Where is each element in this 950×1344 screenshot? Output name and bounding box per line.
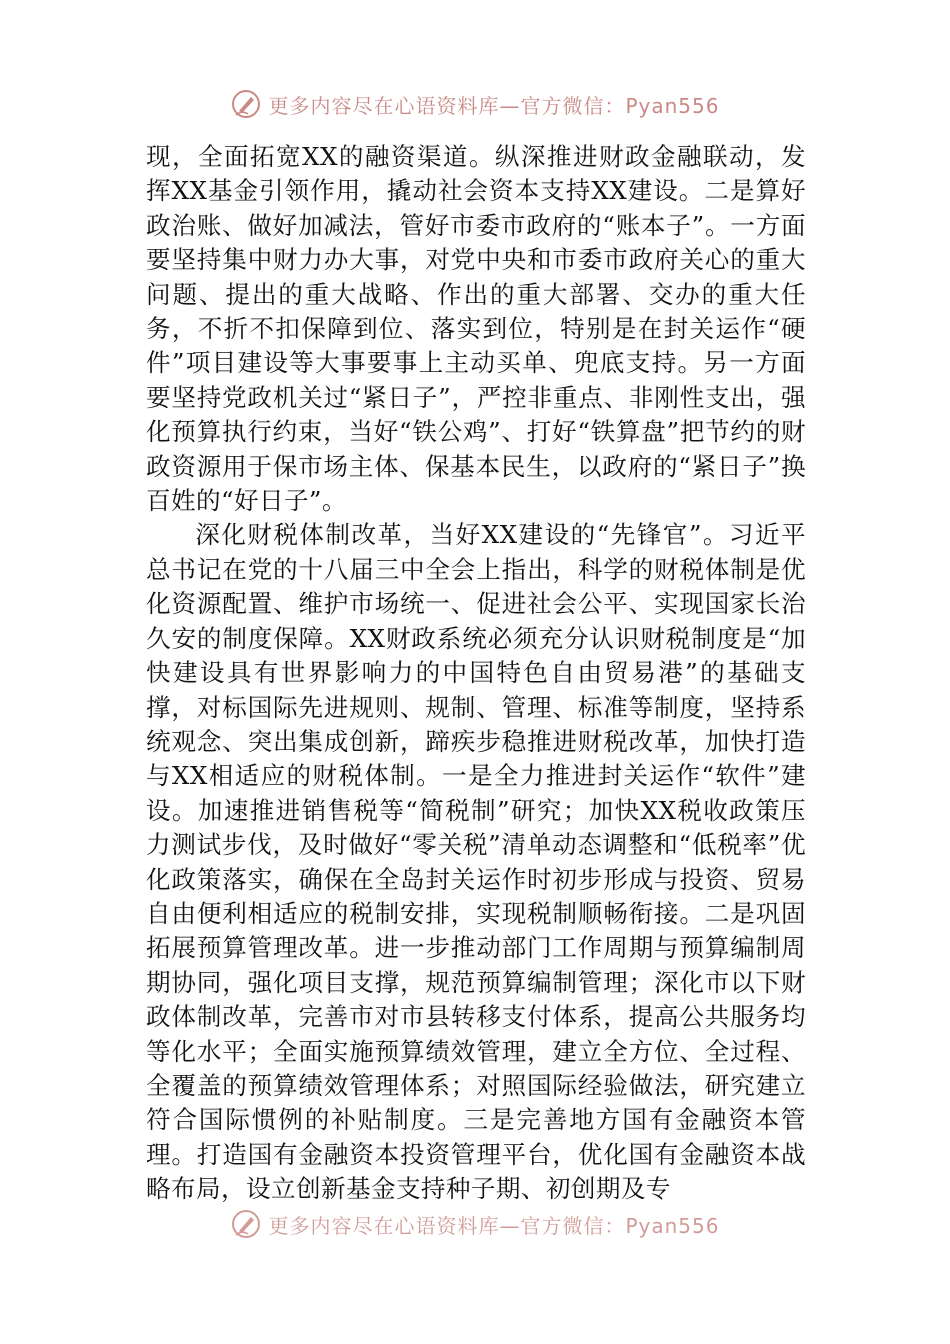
watermark-text: 更多内容尽在心语资料库—官方微信：Pyan556 xyxy=(268,93,720,118)
watermark-header xyxy=(0,84,950,124)
paragraph-2: 深化财税体制改革，当好XX建设的“先锋官”。习近平总书记在党的十八届三中全会上指出，科学的财税体制是优化资源配置、维护市场统一、促进社会公平、实现国家长治久安的制度保障。XX财政系统必须充分认识财税制度是“加快建设具有世界影响力的中国特色自由贸易港”的基础支撑，对标国际先进规则、规制、管理、标准等制度，坚持系统观念、突出集成创新，蹄疾步稳推进财税改革，加快打造与XX相适应的财税体制。一是全力推进封关运作“软件”建设。加速推进销售税等“简税制”研究；加快XX税收政策压力测试步伐，及时做好“零关税”清单动态调整和“低税率”优化政策落实，确保在全岛封关运作时初步形成与投资、贸易自由便利相适应的税制安排，实现税制顺畅衔接。二是巩固拓展预算管理改革。进一步推动部门工作周期与预算编制周期协同，强化项目支撑，规范预算编制管理；深化市以下财政体制改革，完善市对市县转移支付体系，提高公共服务均等化水平；全面实施预算绩效管理，建立全方位、全过程、全覆盖的预算绩效管理体系；对照国际经验做法，研究建立符合国际惯例的补贴制度。三是完善地方国有金融资本管理。打造国有金融资本投资管理平台，优化国有金融资本战略布局，设立创新基金支持种子期、初创期及专 xyxy=(146,520,806,1204)
pen-logo-icon xyxy=(230,88,262,120)
watermark-footer xyxy=(0,1204,950,1244)
paragraph-1: 现，全面拓宽XX的融资渠道。纵深推进财政金融联动，发挥XX基金引领作用，撬动社会资本支持XX建设。二是算好政治账、做好加减法，管好市委市政府的“账本子”。一方面要坚持集中财力办大事，对党中央和市委市政府关心的重大问题、提出的重大战略、作出的重大部署、交办的重大任务，不折不扣保障到位、落实到位，特别是在封关运作“硬件”项目建设等大事要事上主动买单、兜底支持。另一方面要坚持党政机关过“紧日子”，严控非重点、非刚性支出，强化预算执行约束，当好“铁公鸡”、打好“铁算盘”把节约的财政资源用于保市场主体、保基本民生，以政府的“紧日子”换百姓的“好日子”。 xyxy=(146,142,806,516)
document-body xyxy=(146,140,806,1207)
watermark-text: 更多内容尽在心语资料库—官方微信：Pyan556 xyxy=(268,1213,720,1238)
pen-logo-icon xyxy=(230,1208,262,1240)
